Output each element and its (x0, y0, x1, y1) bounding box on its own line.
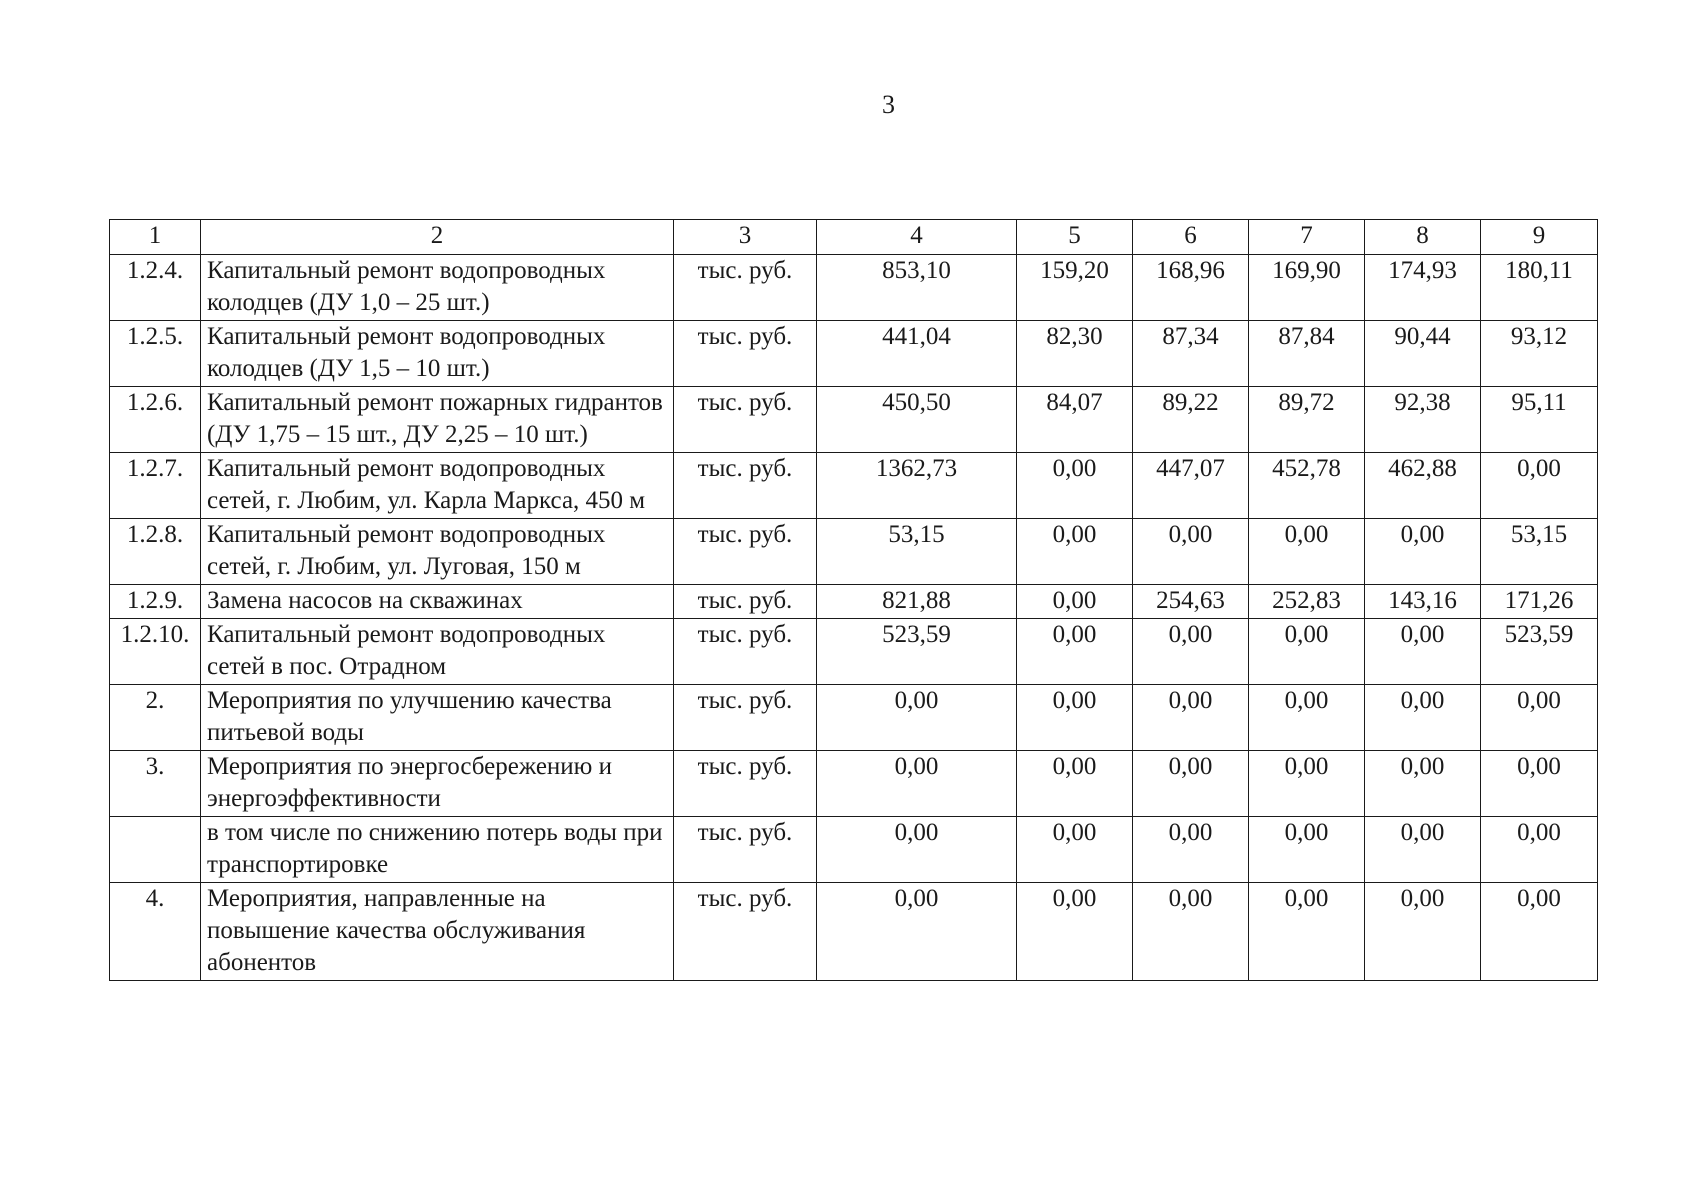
row-name: Мероприятия, направленные на повышение качества обслуживания абонентов (201, 883, 674, 981)
column-number: 4 (817, 220, 1017, 255)
table-row (110, 453, 1598, 519)
page-number: 3 (882, 90, 895, 119)
row-value: 0,00 (1017, 685, 1133, 751)
column-number: 5 (1017, 220, 1133, 255)
row-unit: тыс. руб. (674, 883, 817, 981)
row-value: 0,00 (1481, 751, 1598, 817)
row-value: 0,00 (817, 685, 1017, 751)
row-value: 0,00 (1365, 817, 1481, 883)
row-value: 180,11 (1481, 255, 1598, 321)
row-value: 93,12 (1481, 321, 1598, 387)
row-value: 0,00 (1133, 619, 1249, 685)
row-value: 254,63 (1133, 585, 1249, 619)
row-value: 0,00 (1365, 519, 1481, 585)
row-unit: тыс. руб. (674, 255, 817, 321)
row-unit: тыс. руб. (674, 685, 817, 751)
row-value: 0,00 (1133, 817, 1249, 883)
row-number: 1.2.4. (110, 255, 201, 321)
row-unit: тыс. руб. (674, 453, 817, 519)
row-value: 143,16 (1365, 585, 1481, 619)
row-name: Капитальный ремонт пожарных гидрантов (ДУ 1,75 – 15 шт., ДУ 2,25 – 10 шт.) (201, 387, 674, 453)
row-name: Капитальный ремонт водопроводных сетей, г. Любим, ул. Карла Маркса, 450 м (201, 453, 674, 519)
row-name: Замена насосов на скважинах (201, 585, 674, 619)
row-value: 92,38 (1365, 387, 1481, 453)
row-value: 0,00 (1249, 883, 1365, 981)
column-number: 3 (674, 220, 817, 255)
row-value: 174,93 (1365, 255, 1481, 321)
row-value: 0,00 (1365, 751, 1481, 817)
table-row (110, 585, 1598, 619)
table-row (110, 321, 1598, 387)
column-number-row (110, 220, 1598, 255)
row-value: 0,00 (1365, 619, 1481, 685)
table-row (110, 519, 1598, 585)
row-value: 441,04 (817, 321, 1017, 387)
row-value: 0,00 (1017, 453, 1133, 519)
row-value: 0,00 (1133, 751, 1249, 817)
row-name: в том числе по снижению потерь воды при транспортировке (201, 817, 674, 883)
row-number: 1.2.9. (110, 585, 201, 619)
table-body (110, 220, 1598, 981)
row-value: 462,88 (1365, 453, 1481, 519)
column-number: 9 (1481, 220, 1598, 255)
row-value: 523,59 (1481, 619, 1598, 685)
row-value: 0,00 (1017, 585, 1133, 619)
row-value: 89,72 (1249, 387, 1365, 453)
row-value: 0,00 (1365, 685, 1481, 751)
table-row (110, 751, 1598, 817)
row-value: 1362,73 (817, 453, 1017, 519)
column-number: 2 (201, 220, 674, 255)
row-value: 159,20 (1017, 255, 1133, 321)
column-number: 8 (1365, 220, 1481, 255)
table-row (110, 685, 1598, 751)
row-unit: тыс. руб. (674, 321, 817, 387)
row-number: 4. (110, 883, 201, 981)
row-value: 0,00 (1249, 619, 1365, 685)
budget-table (109, 219, 1598, 981)
row-value: 0,00 (1249, 751, 1365, 817)
row-value: 523,59 (817, 619, 1017, 685)
row-number: 1.2.8. (110, 519, 201, 585)
row-unit: тыс. руб. (674, 519, 817, 585)
row-value: 95,11 (1481, 387, 1598, 453)
row-value: 0,00 (1481, 817, 1598, 883)
row-name: Капитальный ремонт водопроводных колодцев (ДУ 1,0 – 25 шт.) (201, 255, 674, 321)
row-number: 2. (110, 685, 201, 751)
row-value: 821,88 (817, 585, 1017, 619)
row-value: 0,00 (1133, 519, 1249, 585)
row-value: 0,00 (1249, 817, 1365, 883)
row-name: Мероприятия по улучшению качества питьевой воды (201, 685, 674, 751)
row-value: 0,00 (1133, 685, 1249, 751)
row-value: 90,44 (1365, 321, 1481, 387)
row-value: 0,00 (817, 883, 1017, 981)
column-number: 6 (1133, 220, 1249, 255)
row-unit: тыс. руб. (674, 817, 817, 883)
row-number: 1.2.5. (110, 321, 201, 387)
row-value: 168,96 (1133, 255, 1249, 321)
table-row (110, 817, 1598, 883)
row-value: 0,00 (1017, 817, 1133, 883)
column-number: 7 (1249, 220, 1365, 255)
row-value: 89,22 (1133, 387, 1249, 453)
row-name: Капитальный ремонт водопроводных сетей, г. Любим, ул. Луговая, 150 м (201, 519, 674, 585)
row-value: 0,00 (1017, 751, 1133, 817)
row-value: 0,00 (1017, 519, 1133, 585)
row-value: 87,84 (1249, 321, 1365, 387)
row-value: 853,10 (817, 255, 1017, 321)
row-value: 169,90 (1249, 255, 1365, 321)
row-name: Мероприятия по энергосбережению и энергоэффективности (201, 751, 674, 817)
row-value: 0,00 (1365, 883, 1481, 981)
row-value: 53,15 (817, 519, 1017, 585)
row-value: 0,00 (1481, 685, 1598, 751)
row-value: 0,00 (817, 751, 1017, 817)
row-value: 0,00 (1133, 883, 1249, 981)
row-unit: тыс. руб. (674, 751, 817, 817)
row-value: 0,00 (1017, 619, 1133, 685)
row-number: 3. (110, 751, 201, 817)
row-value: 447,07 (1133, 453, 1249, 519)
column-number: 1 (110, 220, 201, 255)
row-name: Капитальный ремонт водопроводных сетей в пос. Отрадном (201, 619, 674, 685)
table-row (110, 883, 1598, 981)
row-value: 87,34 (1133, 321, 1249, 387)
row-number: 1.2.7. (110, 453, 201, 519)
row-value: 450,50 (817, 387, 1017, 453)
row-value: 0,00 (1249, 685, 1365, 751)
row-value: 0,00 (1017, 883, 1133, 981)
row-unit: тыс. руб. (674, 619, 817, 685)
row-value: 84,07 (1017, 387, 1133, 453)
row-value: 452,78 (1249, 453, 1365, 519)
table-row (110, 619, 1598, 685)
row-value: 0,00 (1249, 519, 1365, 585)
row-value: 252,83 (1249, 585, 1365, 619)
row-value: 82,30 (1017, 321, 1133, 387)
row-number (110, 817, 201, 883)
row-name: Капитальный ремонт водопроводных колодцев (ДУ 1,5 – 10 шт.) (201, 321, 674, 387)
row-value: 0,00 (1481, 883, 1598, 981)
row-value: 53,15 (1481, 519, 1598, 585)
row-value: 0,00 (817, 817, 1017, 883)
row-value: 171,26 (1481, 585, 1598, 619)
row-unit: тыс. руб. (674, 585, 817, 619)
row-value: 0,00 (1481, 453, 1598, 519)
table-row (110, 387, 1598, 453)
row-number: 1.2.6. (110, 387, 201, 453)
table-row (110, 255, 1598, 321)
row-number: 1.2.10. (110, 619, 201, 685)
row-unit: тыс. руб. (674, 387, 817, 453)
